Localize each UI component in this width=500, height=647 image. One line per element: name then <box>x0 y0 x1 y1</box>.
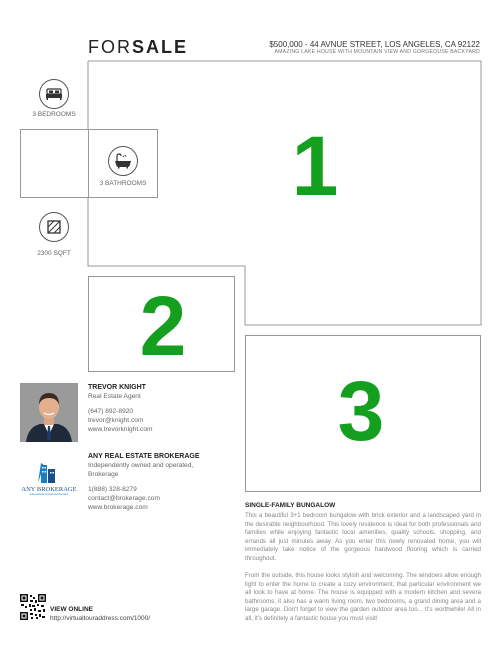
description-paragraph-1: This a beautiful 3+1 bedroom bungalow with brick exterior and a landscaped yard in the desirable neighbourhood. This lovely residence is ideal for both professionals and families while enjoying fantastic local amenities, quality schools, shopping, and errands all just minutes away. As you enter this newly renovated home, you will immediately take notice of the gorgeous hardwood flooring which is carried throughout. <box>245 512 481 562</box>
photo-2-number: 2 <box>139 279 187 373</box>
agent-email[interactable]: trevor@knight.com <box>88 417 144 424</box>
brokerage-phone: 1(888) 328-8279 <box>88 486 137 493</box>
brand-suffix: SALE <box>132 37 189 57</box>
brokerage-desc-1: Independently owned and operated, <box>88 462 194 469</box>
brokerage-website[interactable]: www.brokerage.com <box>88 504 148 511</box>
area-label: 2300 SQFT <box>37 250 71 257</box>
description-paragraph-2: From the outside, this house looks stylish and welcoming. The windows allow enough light to enter the home to create a cozy environment, that particular environment we all look to have at home. The house is equipped with a modern kitchen and severa bathrooms, it also has a warm living room, two bedrooms, a grand dining area and a large garage. Don't forget to view the garden outdoor area too... It's worthwhile! All in all, it's definitely a fantastic house you must visit! <box>245 572 481 622</box>
price-address: $500,000 - 44 AVNUE STREET, LOS ANGELES, CA 92122 <box>269 40 480 49</box>
brokerage-logo <box>20 459 78 499</box>
description-title: SINGLE-FAMILY BUNGALOW <box>245 502 336 509</box>
agent-name: TREVOR KNIGHT <box>88 384 146 391</box>
brokerage-logo-tagline: Independently Owned and Operated <box>29 493 69 496</box>
area-icon <box>39 212 69 242</box>
agent-title: Real Estate Agent <box>88 393 141 400</box>
brand-prefix: FOR <box>88 37 132 57</box>
brokerage-logo-text: ANY BROKERAGE <box>21 486 77 493</box>
agent-website[interactable]: www.trevorknight.com <box>88 426 153 433</box>
view-online-title: VIEW ONLINE <box>50 606 93 613</box>
photo-1-number: 1 <box>291 119 339 213</box>
listing-subtitle: AMAZING LAKE HOUSE WITH MOUNTAIN VIEW AND GORGEOUSE BACKYARD <box>274 49 480 55</box>
photo-3-number: 3 <box>337 364 385 458</box>
view-online-url[interactable]: http://virtualtouraddress.com/1000/ <box>50 615 151 622</box>
photo-small-outline <box>21 130 89 198</box>
qr-code[interactable] <box>20 594 46 620</box>
brokerage-email[interactable]: contact@brokerage.com <box>88 495 160 502</box>
brokerage-desc-2: Brokerage <box>88 471 119 478</box>
bathrooms-label: 3 BATHROOMS <box>99 180 147 187</box>
bed-icon <box>39 79 69 109</box>
agent-photo <box>20 383 78 442</box>
brokerage-name: ANY REAL ESTATE BROKERAGE <box>88 453 200 460</box>
agent-phone: (647) 892-8920 <box>88 408 134 415</box>
bathtub-icon <box>108 146 138 176</box>
bedrooms-label: 3 BEDROOMS <box>32 111 76 118</box>
